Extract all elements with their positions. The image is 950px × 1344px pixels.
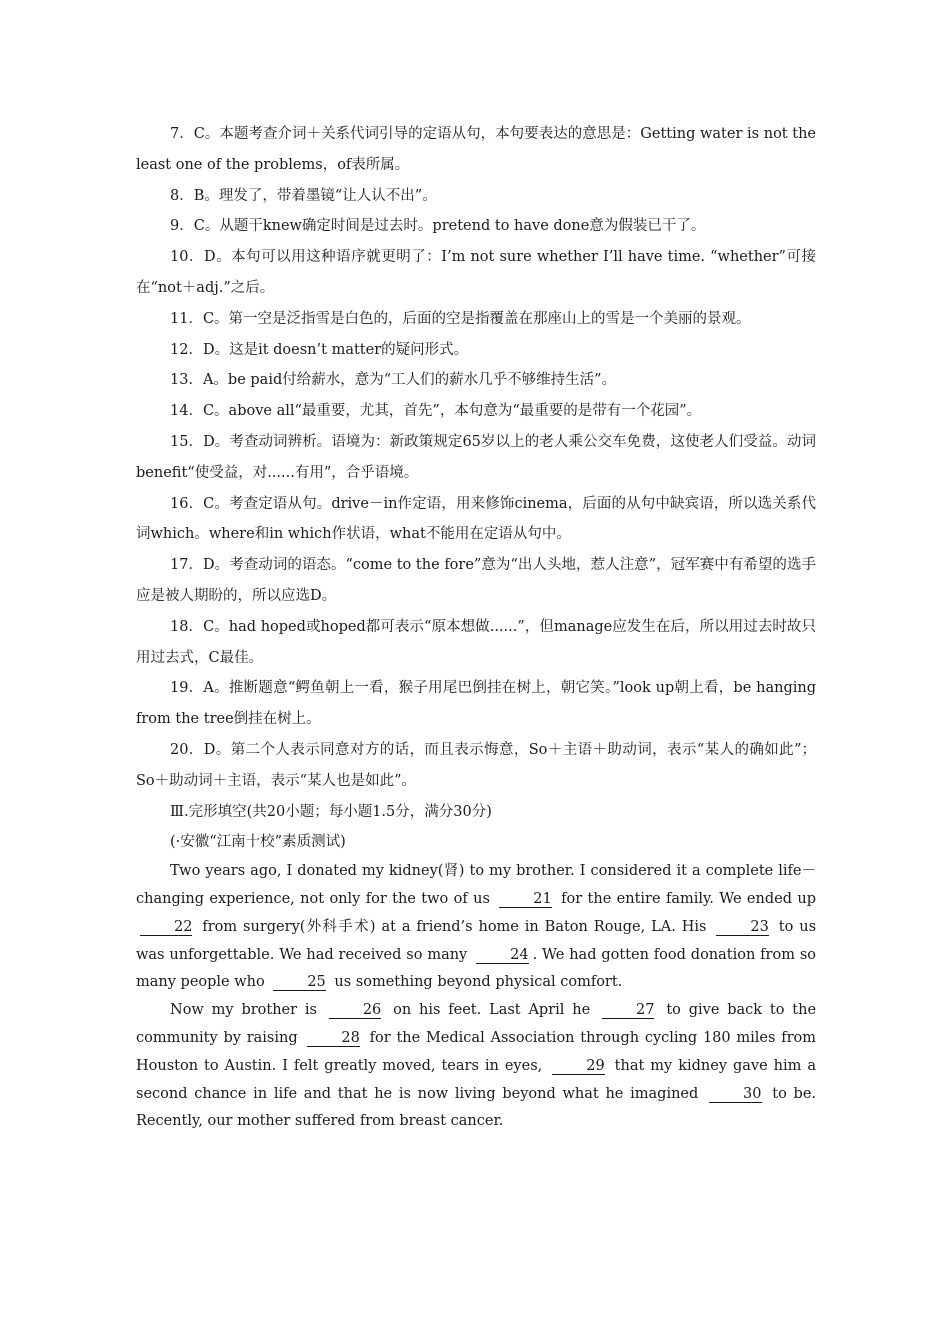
passage-text: us something beyond physical comfort. — [334, 974, 623, 991]
answer-7: 7．C。本题考查介词＋关系代词引导的定语从句，本句要表达的意思是：Getting water is not the least one of the problems，of表所属。 — [136, 126, 816, 173]
passage-text: Now my brother is — [170, 1002, 317, 1019]
passage-text: for the entire family. We ended up — [561, 890, 816, 907]
blank-23: 23 — [716, 919, 768, 936]
answer-9: 9．C。从题干knew确定时间是过去时。pretend to have done意为假装已干了。 — [170, 218, 706, 235]
blank-26: 26 — [329, 1002, 381, 1019]
answer-20: 20．D。第二个人表示同意对方的话，而且表示悔意，So＋主语＋助动词，表示“某人的确如此”；So＋助动词＋主语，表示“某人也是如此”。 — [136, 741, 816, 789]
answer-11: 11．C。第一空是泛指雪是白色的，后面的空是指覆盖在那座山上的雪是一个美丽的景观。 — [170, 310, 751, 327]
passage-text: to give back to the community by raising — [136, 1002, 817, 1046]
passage-text: on his feet. Last April he — [393, 1002, 591, 1019]
passage-text: for the Medical Association through cycling 180 miles from Houston to Austin. I felt greatly moved, tears in eyes, — [136, 1029, 816, 1074]
blank-24: 24 — [476, 947, 528, 964]
blank-21: 21 — [499, 891, 551, 908]
passage-paragraph-1 — [136, 858, 816, 997]
blank-28: 28 — [307, 1030, 359, 1047]
answer-12: 12．D。这是it doesn’t matter的疑问形式。 — [170, 341, 469, 358]
answer-10: 10．D。本句可以用这种语序就更明了：I’m not sure whether I’ll have time. “whether”可接在“not＋adj.”之后。 — [136, 249, 816, 296]
answer-17: 17．D。考查动词的语态。“come to the fore”意为“出人头地，惹人注意”，冠军赛中有希望的选手应是被人期盼的，所以应选D。 — [136, 557, 816, 604]
passage-text: that my kidney gave him a second chance in life and that he is now living beyond what he imagined — [136, 1057, 817, 1102]
answer-18: 18．C。had hoped或hoped都可表示“原本想做......”，但manage应发生在后，所以用过去时故只用过去式，C最佳。 — [136, 618, 816, 666]
answer-15: 15．D。考查动词辨析。语境为：新政策规定65岁以上的老人乘公交车免费，这使老人们受益。动词benefit“使受益，对......有用”，合乎语境。 — [136, 433, 816, 481]
passage-text: Two years ago, I donated my kidney(肾) to my brother. I considered it a complete life－changing experience, not only for the two of us — [136, 863, 816, 907]
answer-19: 19．A。推断题意“鳄鱼朝上一看，猴子用尾巴倒挂在树上，朝它笑。”look up朝上看，be hanging from the tree倒挂在树上。 — [136, 680, 816, 728]
passage-paragraph-2 — [136, 997, 816, 1136]
blank-25: 25 — [273, 974, 325, 991]
blank-29: 29 — [552, 1058, 604, 1075]
blank-30: 30 — [709, 1086, 761, 1103]
answer-8: 8．B。理发了，带着墨镜“让人认不出”。 — [170, 187, 437, 204]
passage-text: from surgery(外科手术) at a friend’s home in Baton Rouge, LA. His — [202, 918, 707, 935]
passage-text: to us was unforgettable. We had received so many — [136, 918, 817, 963]
passage-text: . We had gotten food donation from so many people who — [136, 946, 816, 991]
answer-13: 13．A。be paid付给薪水，意为“工人们的薪水几乎不够维持生活”。 — [170, 372, 617, 389]
blank-22: 22 — [140, 919, 192, 936]
source-note: (·安徽“江南十校”素质测试) — [170, 834, 346, 851]
document-page — [136, 119, 816, 1136]
answer-14: 14．C。above all“最重要，尤其，首先”，本句意为“最重要的是带有一个花园”。 — [170, 403, 702, 420]
passage-text: to be. Recently, our mother suffered from breast cancer. — [136, 1085, 817, 1130]
section-title: Ⅲ.完形填空(共20小题；每小题1.5分，满分30分) — [170, 803, 492, 820]
blank-27: 27 — [602, 1002, 654, 1019]
answer-16: 16．C。考查定语从句。drive－in作定语，用来修饰cinema，后面的从句中缺宾语，所以选关系代词which。where和in which作状语，what不能用在定语从句中。 — [136, 495, 816, 543]
